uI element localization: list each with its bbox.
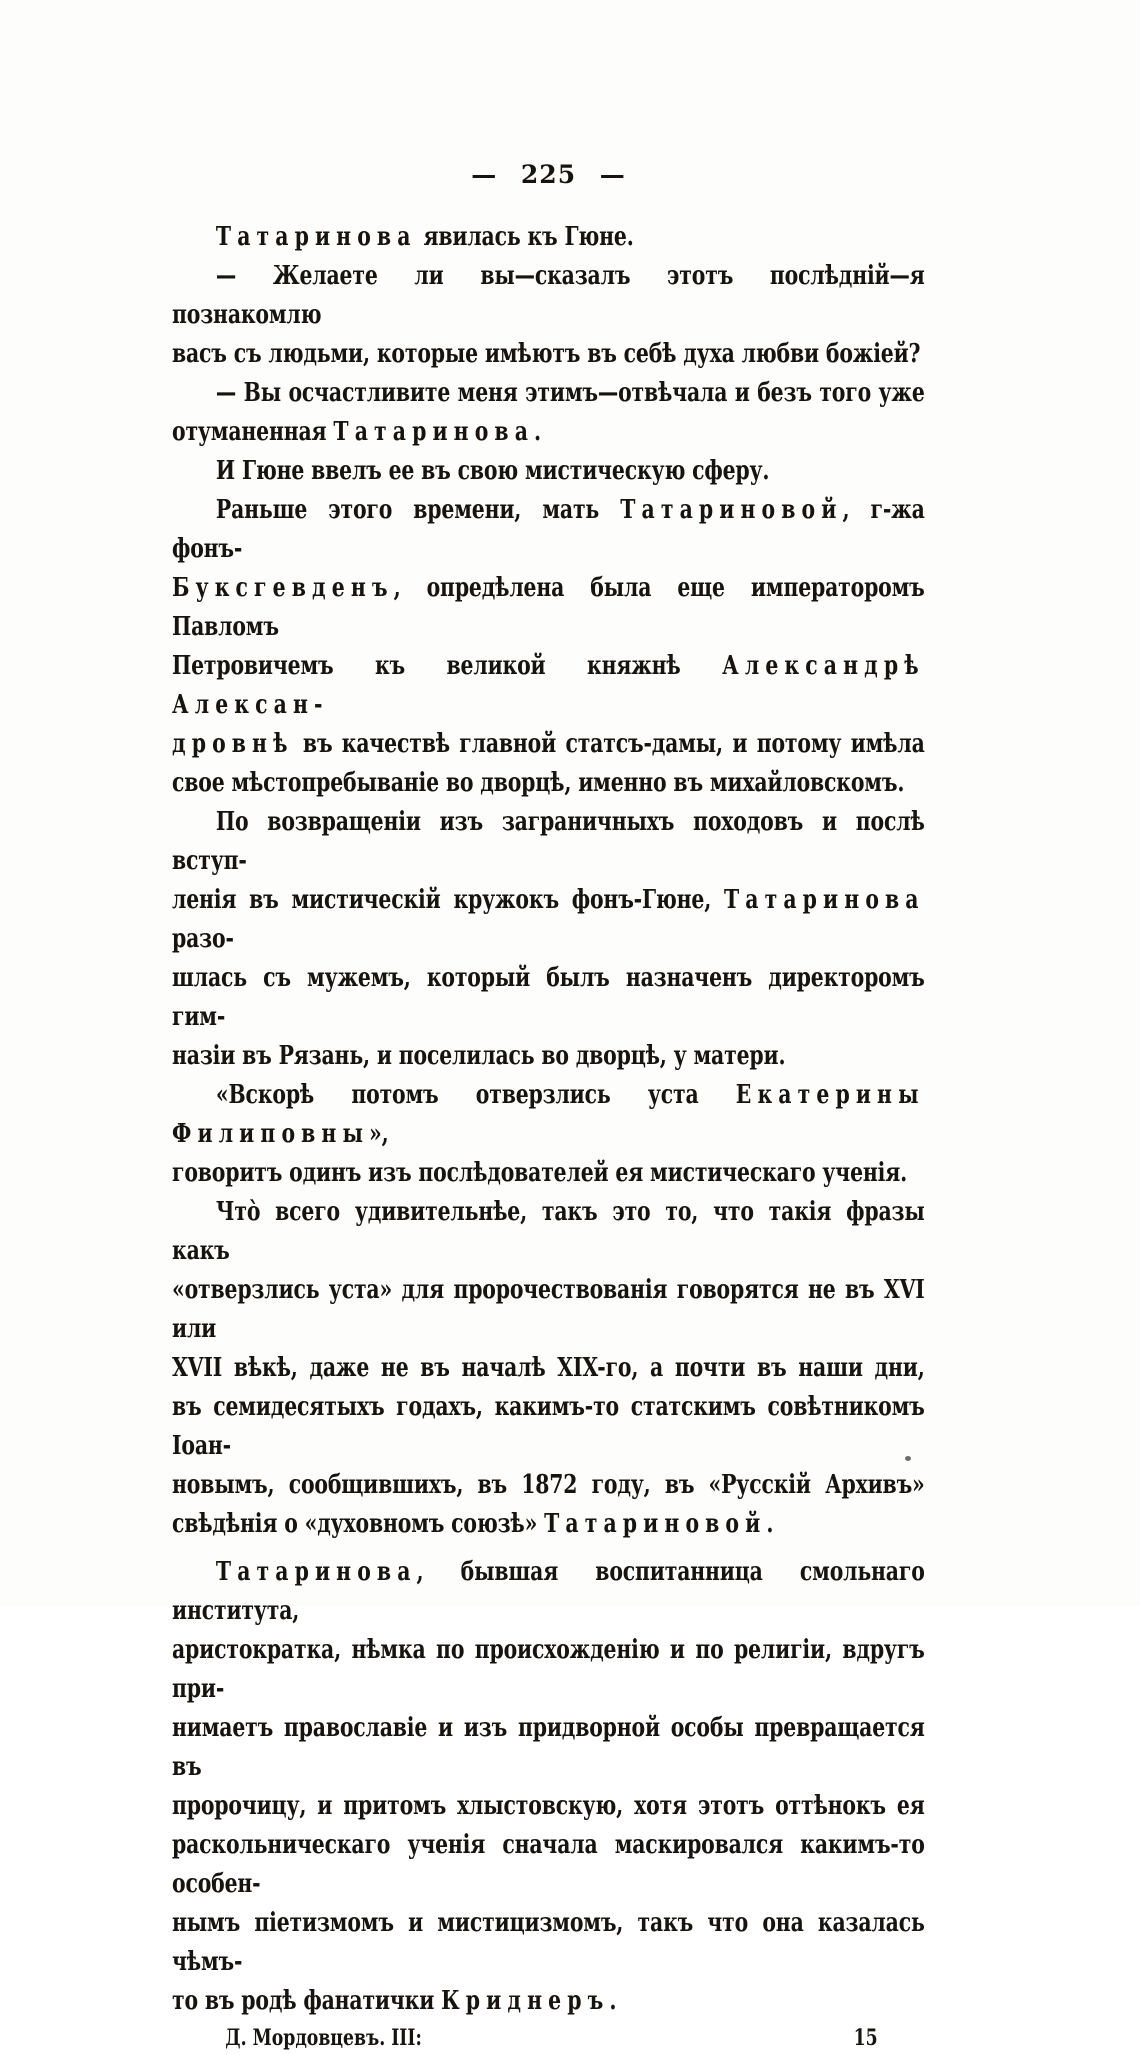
text-line xyxy=(172,1982,925,2021)
text-line xyxy=(172,1271,925,1349)
text-line xyxy=(172,1154,925,1193)
letterspaced-name: Алексан- xyxy=(172,690,329,720)
letterspaced-name: Криднеръ xyxy=(441,1986,610,2016)
text-line xyxy=(172,491,925,569)
text-segment: нымъ піетизмомъ и мистицизмомъ, такъ что она казалась чѣмъ- xyxy=(172,1908,925,1977)
paragraph xyxy=(172,1193,925,1544)
text-line xyxy=(172,569,925,647)
letterspaced-name: дровнѣ xyxy=(172,729,294,759)
text-segment: XVII вѣкѣ, даже не въ началѣ XIX-го, а почти въ наши дни, xyxy=(172,1353,925,1383)
page-footer xyxy=(172,2021,925,2055)
text-segment: «отверзлись уста» для пророчествованія говорятся не въ XVI или xyxy=(172,1275,925,1344)
text-line xyxy=(172,374,925,413)
text-line xyxy=(172,1466,925,1505)
printer-signature-author: Д. Мордовцевъ. III: xyxy=(225,2025,422,2051)
body-text-block xyxy=(172,218,925,2055)
paragraph xyxy=(172,491,925,803)
text-segment: — Желаете ли вы—сказалъ этотъ послѣдній—я познакомлю xyxy=(172,261,925,330)
text-segment: говоритъ одинъ изъ послѣдователей ея мистическаго ученія. xyxy=(172,1158,908,1188)
paragraph xyxy=(172,452,925,491)
text-segment: явилась къ Гюне. xyxy=(416,222,634,252)
text-line xyxy=(172,1826,925,1904)
text-line xyxy=(172,1631,925,1709)
text-segment: нимаетъ православіе и изъ придворной особы превращается въ xyxy=(172,1713,925,1782)
text-line xyxy=(172,764,925,803)
text-line xyxy=(172,413,925,452)
text-segment: «Вскорѣ потомъ отверзлись уста xyxy=(215,1080,736,1110)
text-line xyxy=(172,1037,925,1076)
text-line xyxy=(172,803,925,881)
text-segment: отуманенная xyxy=(172,417,334,447)
letterspaced-name: Александрѣ xyxy=(722,651,925,681)
paragraph xyxy=(172,218,925,257)
text-segment: И Гюне ввелъ ее въ свою мистическую сферу. xyxy=(215,456,770,486)
text-segment: пророчицу, и притомъ хлыстовскую, хотя этотъ оттѣнокъ ея xyxy=(172,1791,925,1821)
text-segment: . xyxy=(609,1986,617,2016)
print-speck xyxy=(905,1456,911,1461)
text-segment: шлась съ мужемъ, который былъ назначенъ директоромъ гим- xyxy=(172,963,925,1032)
paragraph xyxy=(172,374,925,452)
text-segment: въ качествѣ главной статсъ-дамы, и потому имѣла xyxy=(293,729,925,759)
text-line xyxy=(172,1193,925,1271)
text-segment: Раньше этого времени, мать xyxy=(215,495,621,525)
paragraph xyxy=(172,1553,925,2021)
text-segment: Что̀ всего удивительнѣе, такъ это то, что такія фразы какъ xyxy=(172,1197,925,1266)
text-segment: аристократка, нѣмка по происхожденію и по религіи, вдругъ при- xyxy=(172,1635,925,1704)
text-segment: », xyxy=(369,1119,389,1149)
printer-signature-number: 15 xyxy=(853,2025,878,2051)
paragraph xyxy=(172,257,925,374)
text-line xyxy=(172,647,925,725)
text-segment: свое мѣстопребываніе во дворцѣ, именно въ михайловскомъ. xyxy=(172,768,905,798)
text-segment: . xyxy=(534,417,541,447)
text-segment: , опредѣлена была еще императоромъ Павломъ xyxy=(172,573,925,642)
text-line xyxy=(172,1553,925,1631)
text-segment: раскольническаго ученія сначала маскировался какимъ-то особен- xyxy=(172,1830,925,1899)
text-line xyxy=(172,218,925,257)
text-segment: васъ съ людьми, которые имѣютъ въ себѣ духа любви божіей? xyxy=(172,339,921,369)
body-text xyxy=(172,218,925,2021)
text-segment: ленія въ мистическій кружокъ фонъ-Гюне, xyxy=(172,885,725,915)
text-segment: новымъ, сообщившихъ, въ 1872 году, въ «Русскій Архивъ» xyxy=(172,1470,925,1500)
text-segment: въ семидесятыхъ годахъ, какимъ-то статскимъ совѣтникомъ Іоан- xyxy=(172,1392,925,1461)
letterspaced-name: Екатерины xyxy=(735,1080,925,1110)
text-segment: , бывшая воспитанница смольнаго института, xyxy=(172,1557,925,1626)
letterspaced-name: Татариновой xyxy=(620,495,843,525)
letterspaced-name: Татаринова xyxy=(333,417,535,447)
text-segment: — Вы осчастливите меня этимъ—отвѣчала и безъ того уже xyxy=(215,378,925,408)
text-line xyxy=(172,1709,925,1787)
text-line xyxy=(172,959,925,1037)
letterspaced-name: Татаринова xyxy=(724,885,925,915)
text-line xyxy=(172,881,925,959)
text-line xyxy=(172,1505,925,1544)
letterspaced-name: Татаринова xyxy=(215,222,417,252)
text-line xyxy=(172,1787,925,1826)
text-line xyxy=(172,452,925,491)
text-segment: назіи въ Рязань, и поселилась во дворцѣ, у матери. xyxy=(172,1041,786,1071)
text-segment: . xyxy=(766,1509,774,1539)
text-line xyxy=(172,1904,925,1982)
text-segment: свѣдѣнія о «духовномъ союзѣ» xyxy=(172,1509,545,1539)
letterspaced-name: Буксгевденъ xyxy=(172,573,394,603)
paragraph xyxy=(172,1076,925,1193)
text-line xyxy=(172,1076,925,1154)
text-segment: По возвращеніи изъ заграничныхъ походовъ и послѣ вступ- xyxy=(172,807,925,876)
text-line xyxy=(172,257,925,335)
text-line xyxy=(172,1349,925,1388)
text-segment: разо- xyxy=(172,924,234,954)
letterspaced-name: Филиповны xyxy=(172,1119,370,1149)
paragraph xyxy=(172,803,925,1076)
text-segment: , г-жа фонъ- xyxy=(172,495,925,564)
text-line xyxy=(172,335,925,374)
text-segment: Петровичемъ къ великой княжнѣ xyxy=(172,651,723,681)
text-line xyxy=(172,1388,925,1466)
text-segment: то въ родѣ фанатички xyxy=(172,1986,442,2016)
letterspaced-name: Татариновой xyxy=(544,1509,767,1539)
letterspaced-name: Татаринова xyxy=(215,1557,417,1587)
page-number: — 225 — xyxy=(471,160,626,189)
text-line xyxy=(172,725,925,764)
